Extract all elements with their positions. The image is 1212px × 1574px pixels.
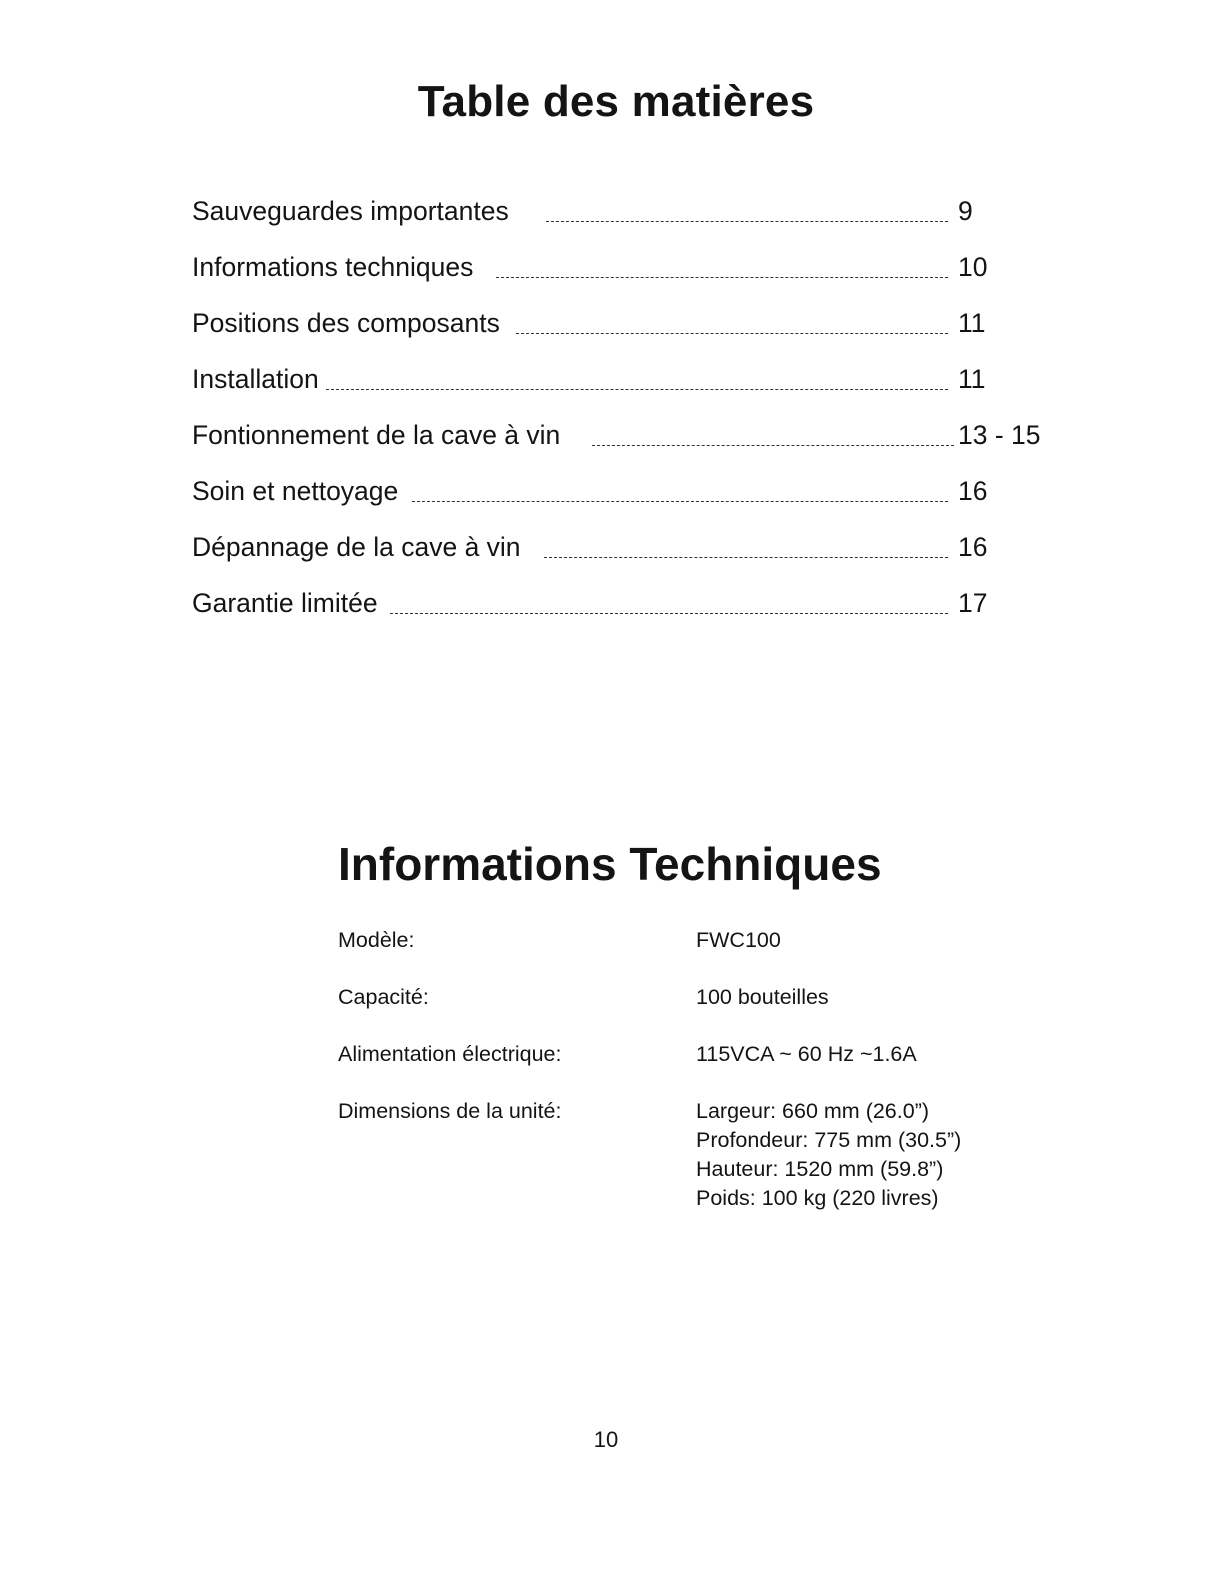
- toc-dot-leader: [326, 389, 948, 390]
- toc-entry: [192, 249, 1052, 305]
- toc-entry-label: Dépannage de la cave à vin: [192, 532, 521, 562]
- toc-entry-label: Sauveguardes importantes: [192, 196, 509, 226]
- tech-info-title: Informations Techniques: [338, 838, 882, 890]
- dimension-line: Poids: 100 kg (220 livres): [696, 1186, 939, 1210]
- dimension-line: Hauteur: 1520 mm (59.8”): [696, 1157, 944, 1181]
- toc-dot-leader: [516, 333, 948, 334]
- toc-entry-page: 11: [958, 308, 986, 338]
- toc-entry-label: Positions des composants: [192, 308, 500, 338]
- toc-entry: [192, 305, 1052, 361]
- toc-entry: [192, 193, 1052, 249]
- spec-label: Modèle:: [338, 928, 415, 952]
- toc-entry-page: 13 - 15: [958, 420, 1041, 450]
- spec-value: 100 bouteilles: [696, 985, 829, 1009]
- table-of-contents: [192, 193, 1052, 641]
- spec-value: 115VCA ~ 60 Hz ~1.6A: [696, 1042, 917, 1066]
- toc-entry-label: Soin et nettoyage: [192, 476, 399, 506]
- toc-entry-page: 9: [958, 196, 973, 226]
- toc-title: Table des matières: [417, 77, 815, 126]
- toc-entry: [192, 529, 1052, 585]
- spec-label: Capacité:: [338, 985, 429, 1009]
- toc-entry: [192, 361, 1052, 417]
- toc-entry-page: 17: [958, 588, 988, 618]
- spec-value: FWC100: [696, 928, 781, 952]
- spec-row: [338, 926, 1058, 983]
- page-number: 10: [593, 1427, 619, 1452]
- toc-entry-label: Garantie limitée: [192, 588, 378, 618]
- toc-dot-leader: [544, 557, 948, 558]
- dimension-line: Largeur: 660 mm (26.0”): [696, 1099, 930, 1123]
- dimension-line: Profondeur: 775 mm (30.5”): [696, 1128, 962, 1152]
- toc-entry: [192, 585, 1052, 641]
- tech-spec-table: [338, 926, 1058, 1210]
- toc-entry-page: 10: [958, 252, 988, 282]
- spec-row: [338, 1040, 1058, 1097]
- toc-dot-leader: [496, 277, 948, 278]
- toc-dot-leader: [546, 221, 948, 222]
- toc-dot-leader: [412, 501, 948, 502]
- toc-entry-page: 16: [958, 476, 988, 506]
- spec-label: Alimentation électrique:: [338, 1042, 562, 1066]
- dimensions-values: [696, 1097, 961, 1213]
- toc-entry-label: Fontionnement de la cave à vin: [192, 420, 561, 450]
- toc-entry: [192, 473, 1052, 529]
- toc-dot-leader: [592, 445, 954, 446]
- toc-entry-page: 16: [958, 532, 988, 562]
- toc-entry-label: Installation: [192, 364, 319, 394]
- toc-dot-leader: [390, 613, 948, 614]
- spec-row-dimensions: [338, 1097, 1058, 1210]
- toc-entry: [192, 417, 1052, 473]
- spec-label: Dimensions de la unité:: [338, 1099, 562, 1123]
- spec-row: [338, 983, 1058, 1040]
- toc-entry-page: 11: [958, 364, 986, 394]
- toc-entry-label: Informations techniques: [192, 252, 474, 282]
